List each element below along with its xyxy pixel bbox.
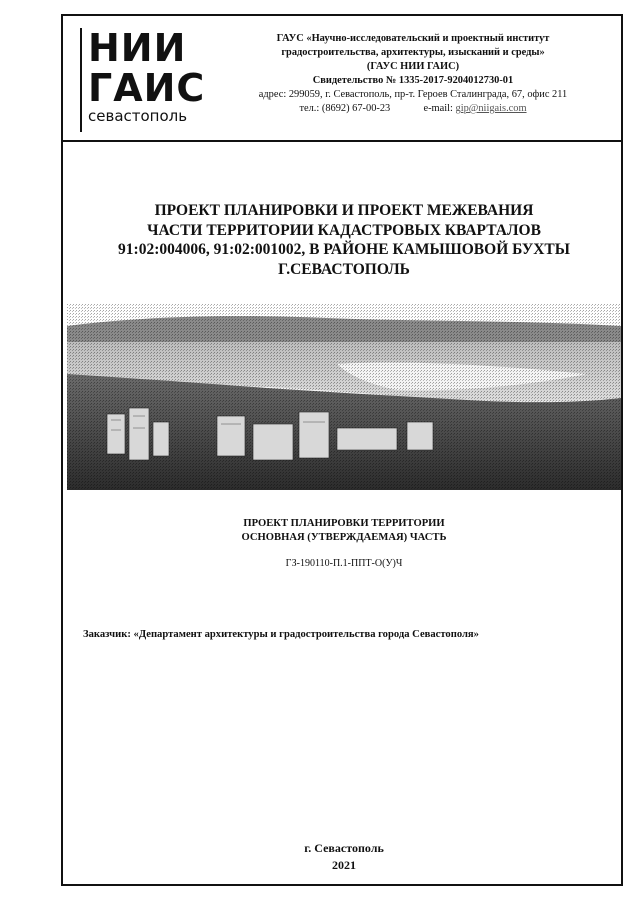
title-line-1: ПРОЕКТ ПЛАНИРОВКИ И ПРОЕКТ МЕЖЕВАНИЯ	[154, 202, 534, 219]
document-code: ГЗ-190110-П.1-ППТ-О(У)Ч	[285, 558, 403, 569]
org-address: адрес: 299059, г. Севастополь, пр-т. Героев Сталинграда, 67, офис 211	[258, 89, 568, 100]
subtitle-line-2: ОСНОВНАЯ (УТВЕРЖДАЕМАЯ) ЧАСТЬ	[241, 532, 447, 543]
subtitle-line-1: ПРОЕКТ ПЛАНИРОВКИ ТЕРРИТОРИИ	[243, 518, 445, 529]
org-name-line-2: градостроительства, архитектуры, изысканий и среды»	[281, 47, 545, 58]
title-line-3: 91:02:004006, 91:02:001002, В РАЙОНЕ КАМЫШОВОЙ БУХТЫ	[118, 241, 570, 258]
aerial-photo	[67, 304, 621, 490]
document-frame	[61, 14, 623, 886]
logo-city: севастополь	[88, 107, 188, 125]
org-certificate: Свидетельство № 1335-2017-9204012730-01	[312, 75, 514, 86]
org-email-link[interactable]: gip@niigais.com	[455, 103, 527, 114]
document-footer	[63, 840, 625, 874]
title-line-4: Г.СЕВАСТОПОЛЬ	[278, 260, 410, 278]
org-email-label: e-mail:	[423, 103, 453, 114]
document-subtitle	[63, 517, 625, 545]
footer-year: 2021	[332, 858, 356, 872]
org-name-line-1: ГАУС «Научно-исследовательский и проектный институт	[276, 33, 550, 44]
org-logo	[80, 28, 206, 132]
aerial-photo-svg	[67, 304, 621, 490]
header-block	[63, 16, 621, 142]
org-short-name: (ГАУС НИИ ГАИС)	[366, 61, 460, 72]
customer-line: Заказчик: «Департамент архитектуры и градостроительства города Севастополя»	[83, 629, 479, 640]
org-contacts	[211, 102, 615, 116]
document-title	[63, 201, 625, 279]
title-line-2: ЧАСТИ ТЕРРИТОРИИ КАДАСТРОВЫХ КВАРТАЛОВ	[147, 221, 541, 239]
footer-city: г. Севастополь	[304, 841, 384, 855]
logo-line-1: НИИ	[88, 26, 187, 70]
org-details	[211, 32, 615, 116]
logo-line-2: ГАИС	[88, 66, 206, 110]
org-phone: тел.: (8692) 67-00-23	[299, 103, 391, 114]
